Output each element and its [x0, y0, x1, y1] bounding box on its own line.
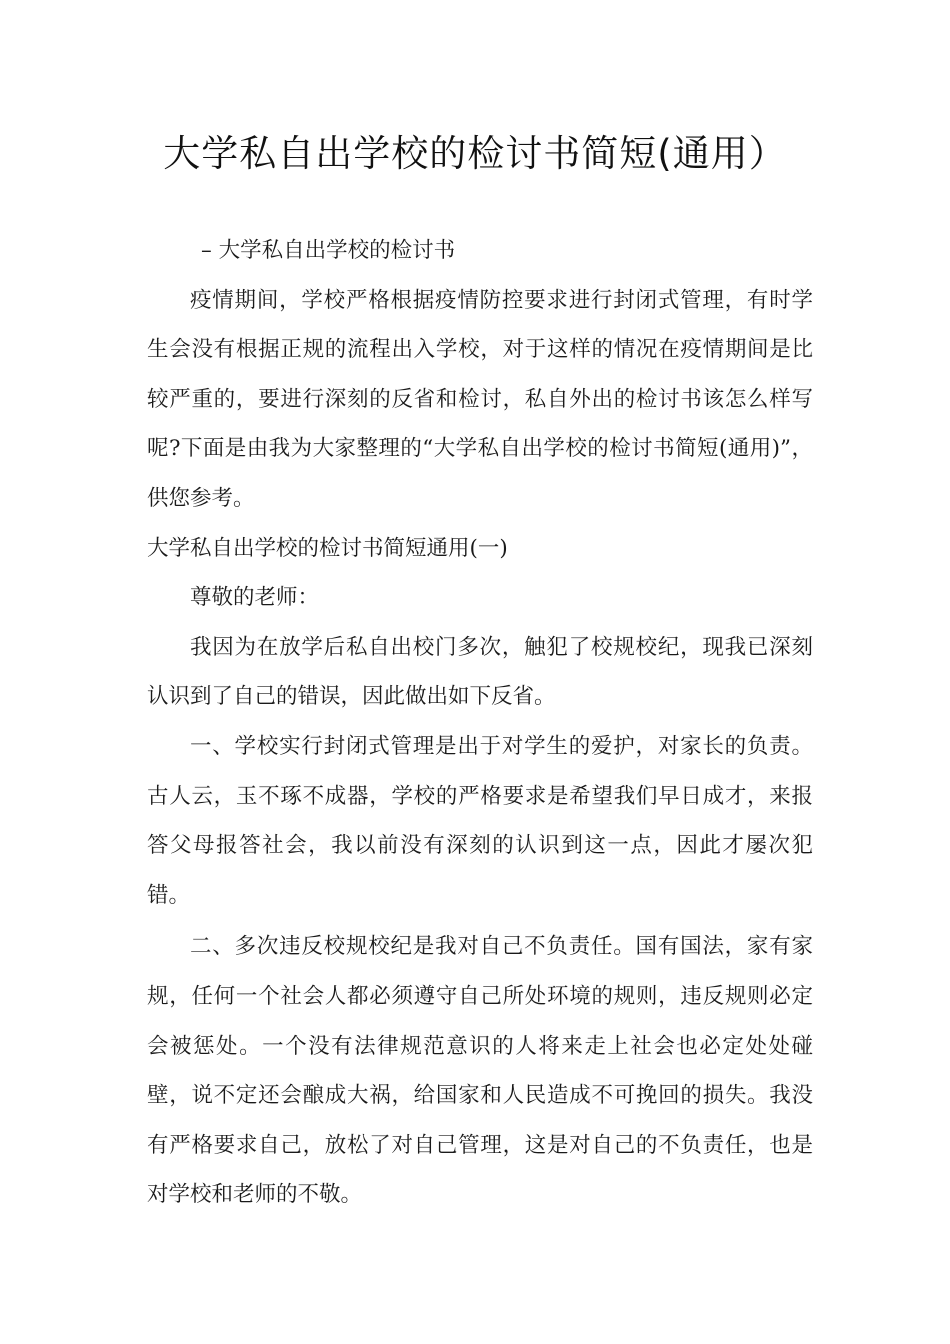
body-paragraph-3: 二、多次违反校规校纪是我对自己不负责任。国有国法，家有家规，任何一个社会人都必须遵守自己所处环境的规则，违反规则必定会被惩处。一个没有法律规范意识的人将来走上社会也必定处处碰壁，说不定还会酿成大祸，给国家和人民造成不可挽回的损失。我没有严格要求自己，放松了对自己管理，这是对自己的不负责任，也是对学校和老师的不敬。 — [147, 934, 813, 1208]
body-paragraph-2: 一、学校实行封闭式管理是出于对学生的爱护，对家长的负责。古人云，玉不琢不成器，学校的严格要求是希望我们早日成才，来报答父母报答社会，我以前没有深刻的认识到这一点，因此才屡次犯错。 — [147, 733, 813, 908]
document-subtitle: – 大学私自出学校的检讨书 — [201, 238, 456, 263]
section-heading: 大学私自出学校的检讨书简短通用(一) — [147, 535, 508, 561]
body-paragraph-1: 我因为在放学后私自出校门多次，触犯了校规校纪，现我已深刻认识到了自己的错误，因此做出如下反省。 — [147, 634, 813, 710]
document-body — [147, 226, 813, 1220]
intro-paragraph: 疫情期间，学校严格根据疫情防控要求进行封闭式管理，有时学生会没有根据正规的流程出入学校，对于这样的情况在疫情期间是比较严重的，要进行深刻的反省和检讨，私自外出的检讨书该怎么样写呢?下面是由我为大家整理的“大学私自出学校的检讨书简短(通用)”，供您参考。 — [147, 287, 813, 511]
salutation: 尊敬的老师： — [190, 585, 320, 611]
document-title: 大学私自出学校的检讨书简短(通用） — [163, 132, 787, 175]
